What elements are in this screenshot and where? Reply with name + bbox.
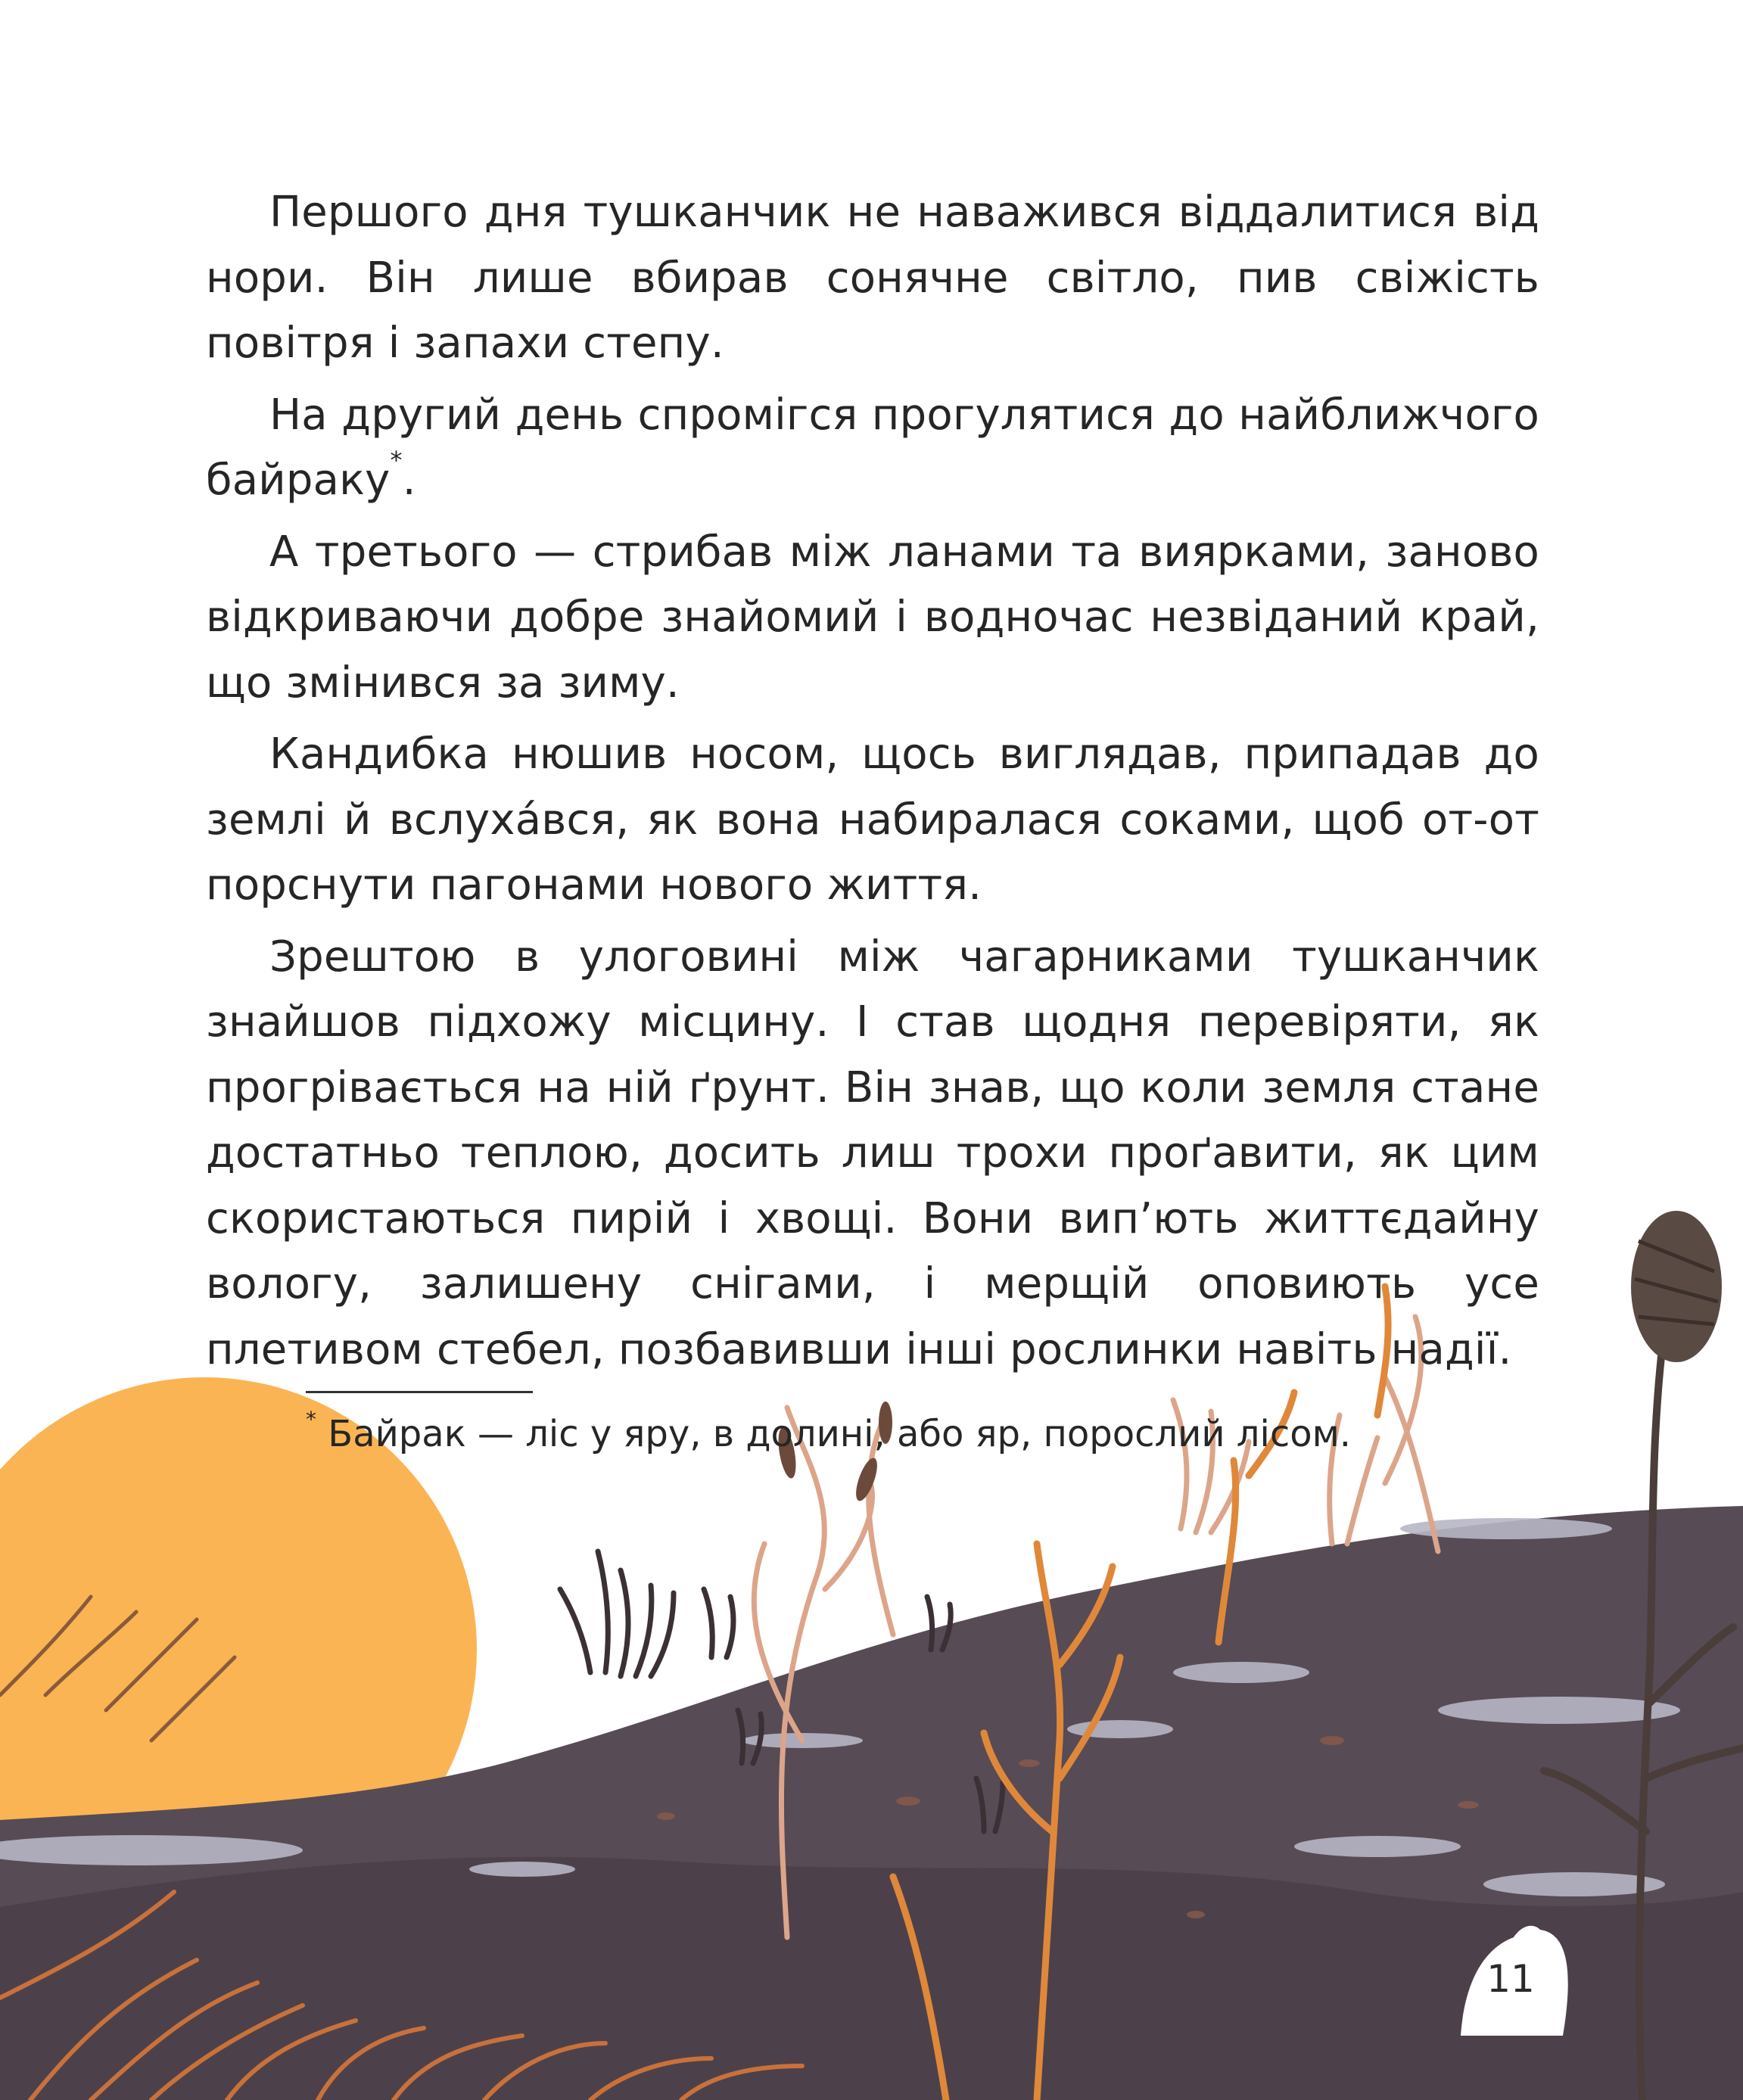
paragraph-2-text: На другий день спромігся прогулятися до найближчого байраку <box>206 390 1539 505</box>
paragraph-5: Зрештою в улоговині між чагарниками тушканчик знайшов підхожу місцину. І став щодня перевіряти, як прогрівається на ній ґрунт. Він знав, що коли земля стане достатньо теплою, досить лиш трохи проґавити, як цим скористаються пирій і хвощі. Вони вип’ють життєдайну вологу, залишену снігами, і мерщій оповиють усе плетивом стебел, позбавивши інші рослинки навіть надії. <box>206 932 1539 1374</box>
footnote-marker: * <box>390 446 403 474</box>
footnote-mark: * <box>306 1407 316 1432</box>
body-text <box>206 180 1539 1389</box>
page-number: 11 <box>1486 1957 1535 2001</box>
paragraph-2 <box>206 383 1539 514</box>
paragraph-1: Першого дня тушканчик не наважився віддалитися від нори. Він лише вбирав сонячне світло, пив свіжість повітря і запахи степу. <box>206 188 1539 368</box>
footnote <box>306 1408 1351 1461</box>
footnote-text: Байрак — ліс у яру, в долині, або яр, порослий лісом. <box>328 1413 1352 1455</box>
footnote-divider <box>306 1391 533 1393</box>
paragraph-3: А третього — стрибав між ланами та виярками, заново відкриваючи добре знайомий і водночас незвіданий край, що змінився за зиму. <box>206 527 1539 708</box>
paragraph-2-tail: . <box>402 456 416 505</box>
paragraph-4: Кандибка нюшив носом, щось виглядав, припадав до землі й вслухáвся, як вона набиралася соками, щоб от-от порснути пагонами нового життя. <box>206 730 1539 910</box>
